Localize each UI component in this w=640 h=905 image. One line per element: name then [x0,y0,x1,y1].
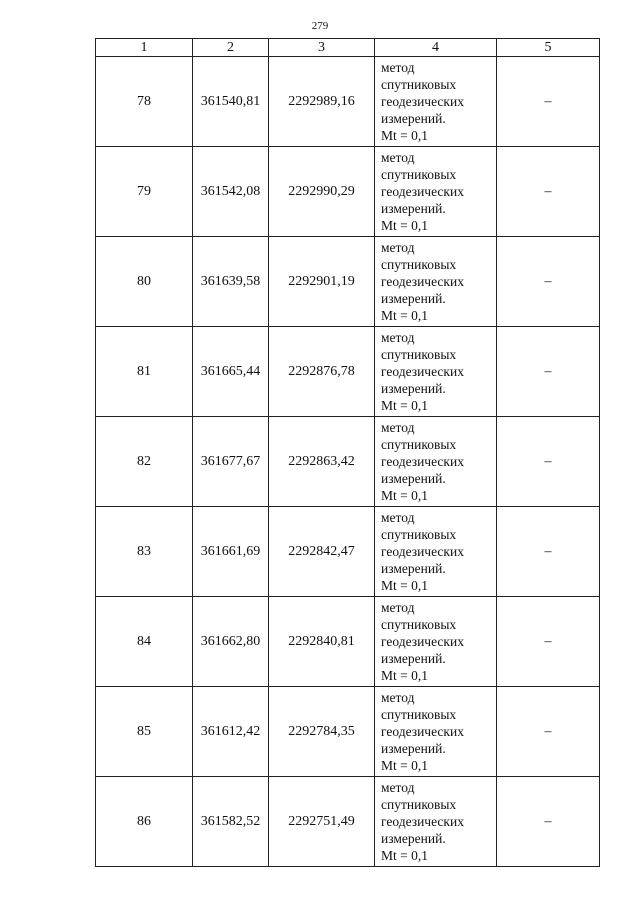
table-row [96,417,600,507]
method-cell [375,237,497,327]
note-cell: – [497,327,600,417]
method-text-line: спутниковых [381,707,457,722]
method-cell [375,57,497,147]
method-cell [375,147,497,237]
method-text-line: измерений. [381,741,446,756]
method-text-line: измерений. [381,471,446,486]
method-text-line: Mt = 0,1 [381,488,428,503]
y-coordinate-cell: 2292842,47 [269,507,375,597]
y-coordinate-cell: 2292990,29 [269,147,375,237]
method-text-line: метод [381,690,415,705]
method-cell [375,327,497,417]
x-coordinate-cell: 361639,58 [193,237,269,327]
method-text-line: Mt = 0,1 [381,398,428,413]
header-row [96,39,600,57]
column-header-4: 4 [375,39,497,57]
point-number-cell: 80 [96,237,193,327]
table-row [96,237,600,327]
method-text-line: метод [381,60,415,75]
method-text-line: метод [381,150,415,165]
column-header-3: 3 [269,39,375,57]
method-text-line: геодезических [381,184,464,199]
method-text-line: метод [381,510,415,525]
note-cell: – [497,507,600,597]
note-cell: – [497,147,600,237]
point-number-cell: 82 [96,417,193,507]
point-number-cell: 79 [96,147,193,237]
method-text-line: измерений. [381,201,446,216]
note-cell: – [497,687,600,777]
x-coordinate-cell: 361582,52 [193,777,269,867]
method-cell [375,417,497,507]
method-cell [375,687,497,777]
y-coordinate-cell: 2292840,81 [269,597,375,687]
method-text-line: измерений. [381,111,446,126]
method-text-line: Mt = 0,1 [381,668,428,683]
method-text-line: геодезических [381,94,464,109]
table-row [96,507,600,597]
method-text-line: Mt = 0,1 [381,128,428,143]
x-coordinate-cell: 361661,69 [193,507,269,597]
method-text-line: спутниковых [381,77,457,92]
point-number-cell: 81 [96,327,193,417]
table-row [96,57,600,147]
point-number-cell: 86 [96,777,193,867]
method-cell [375,597,497,687]
method-text-line: геодезических [381,454,464,469]
method-text-line: Mt = 0,1 [381,848,428,863]
method-text-line: геодезических [381,634,464,649]
x-coordinate-cell: 361665,44 [193,327,269,417]
y-coordinate-cell: 2292876,78 [269,327,375,417]
method-text-line: измерений. [381,291,446,306]
table-row [96,327,600,417]
method-text-line: Mt = 0,1 [381,218,428,233]
table-row [96,147,600,237]
y-coordinate-cell: 2292901,19 [269,237,375,327]
method-text-line: измерений. [381,651,446,666]
column-header-5: 5 [497,39,600,57]
method-text-line: Mt = 0,1 [381,758,428,773]
method-text-line: геодезических [381,364,464,379]
y-coordinate-cell: 2292784,35 [269,687,375,777]
y-coordinate-cell: 2292751,49 [269,777,375,867]
table-row [96,687,600,777]
method-text-line: Mt = 0,1 [381,578,428,593]
table-header [96,39,600,57]
note-cell: – [497,237,600,327]
coordinates-table [95,38,600,867]
method-text-line: метод [381,420,415,435]
method-cell [375,777,497,867]
method-text-line: спутниковых [381,167,457,182]
column-header-1: 1 [96,39,193,57]
x-coordinate-cell: 361540,81 [193,57,269,147]
method-text-line: метод [381,240,415,255]
method-cell [375,507,497,597]
method-text-line: спутниковых [381,617,457,632]
method-text-line: спутниковых [381,347,457,362]
method-text-line: метод [381,600,415,615]
method-text-line: спутниковых [381,527,457,542]
x-coordinate-cell: 361612,42 [193,687,269,777]
note-cell: – [497,57,600,147]
point-number-cell: 84 [96,597,193,687]
note-cell: – [497,417,600,507]
method-text-line: метод [381,330,415,345]
method-text-line: геодезических [381,544,464,559]
note-cell: – [497,777,600,867]
method-text-line: спутниковых [381,797,457,812]
page-number: 279 [311,20,329,32]
method-text-line: метод [381,780,415,795]
y-coordinate-cell: 2292989,16 [269,57,375,147]
method-text-line: измерений. [381,561,446,576]
method-text-line: геодезических [381,274,464,289]
note-cell: – [497,597,600,687]
table-body [96,57,600,867]
method-text-line: Mt = 0,1 [381,308,428,323]
y-coordinate-cell: 2292863,42 [269,417,375,507]
x-coordinate-cell: 361677,67 [193,417,269,507]
point-number-cell: 78 [96,57,193,147]
method-text-line: геодезических [381,814,464,829]
point-number-cell: 83 [96,507,193,597]
method-text-line: геодезических [381,724,464,739]
column-header-2: 2 [193,39,269,57]
method-text-line: спутниковых [381,257,457,272]
method-text-line: измерений. [381,381,446,396]
point-number-cell: 85 [96,687,193,777]
table-row [96,597,600,687]
method-text-line: измерений. [381,831,446,846]
x-coordinate-cell: 361542,08 [193,147,269,237]
table-row [96,777,600,867]
method-text-line: спутниковых [381,437,457,452]
x-coordinate-cell: 361662,80 [193,597,269,687]
